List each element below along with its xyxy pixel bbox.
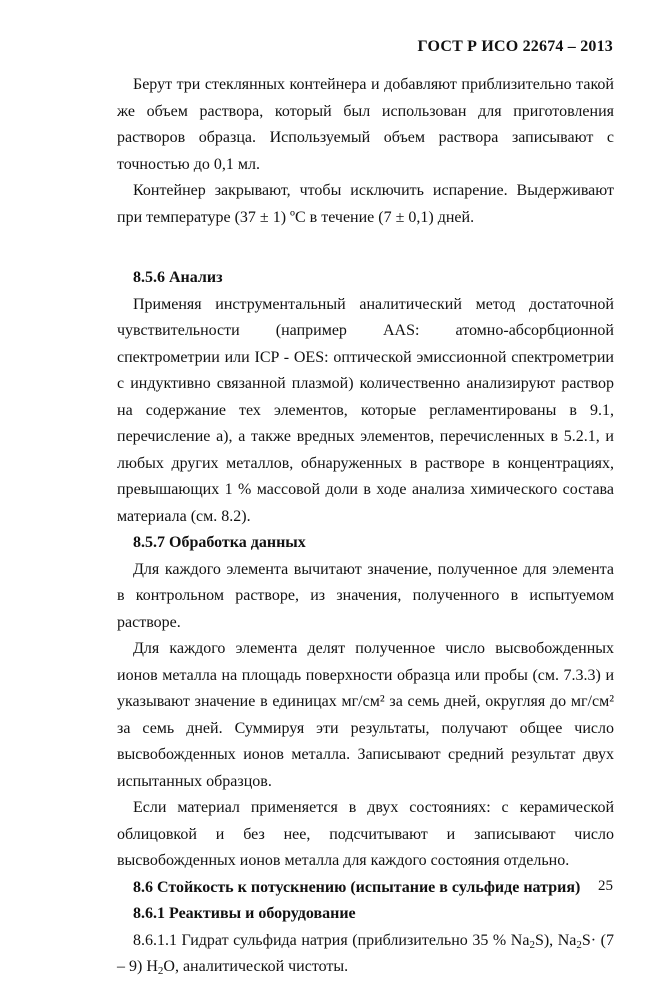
section-heading: 8.5.6 Анализ	[133, 269, 223, 286]
paragraph: Для каждого элемента вычитают значение, полученное для элемента в контрольном растворе, из значения, полученного в испытуемом растворе.	[117, 560, 614, 631]
text-run: 8.6.1.1 Гидрат сульфида натрия (приблизительно 35 % Na	[133, 931, 530, 949]
subscript: 2	[576, 938, 582, 951]
document-header: ГОСТ Р ИСО 22674 – 2013	[417, 38, 613, 55]
section-heading: 8.6 Стойкость к потускнению (испытание в сульфиде натрия)	[133, 878, 581, 896]
section-heading: 8.5.7 Обработка данных	[133, 534, 306, 551]
text-run: S· (7 – 9) H	[117, 931, 614, 975]
subscript: 2	[529, 938, 535, 951]
text-run: O, аналитической чистоты.	[163, 958, 349, 975]
section-heading: 8.6.1 Реактивы и оборудование	[133, 905, 356, 922]
paragraph: Для каждого элемента делят полученное число высвобожденных ионов металла на площадь поверхности образца или пробы (см. 7.3.3) и указывают значение в единицах мг/см² за семь дней, округляя до мг/см² за семь дней. Суммируя эти результаты, получают общее число высвобожденных ионов металла. Записывают средний результат двух испытанных образцов.	[117, 640, 614, 790]
section-gap	[117, 231, 614, 265]
paragraph	[117, 928, 614, 981]
subscript: 2	[157, 965, 164, 977]
paragraph: Контейнер закрывают, чтобы исключить испарение. Выдерживают при температуре (37 ± 1) ºС в течение (7 ± 0,1) дней.	[117, 182, 614, 226]
page-number: 25	[598, 878, 613, 894]
paragraph: Применяя инструментальный аналитический метод достаточной чувствительности (например AAS: атомно-абсорбционной спектрометрии или ICP - OES: оптической эмиссионной спектрометрии с индуктивно связанной плазмой) количественно анализируют раствор на содержание тех элементов, которые регламентированы в 9.1, перечисление а), а также вредных элементов, перечисленных в 5.2.1, и любых других металлов, обнаруженных в растворе в концентрациях, превышающих 1 % массовой доли в ходе анализа химического состава материала (см. 8.2).	[117, 295, 614, 525]
paragraph: Если материал применяется в двух состояниях: с керамической облицовкой и без нее, подсчитывают и записывают число высвобожденных ионов металла для каждого состояния отдельно.	[117, 799, 614, 869]
paragraph: Берут три стеклянных контейнера и добавляют приблизительно такой же объем раствора, который был использован для приготовления растворов образца. Используемый объем раствора записывают с точностью до 0,1 мл.	[117, 76, 614, 173]
text-run: S), Na	[534, 931, 577, 949]
document-body	[117, 72, 614, 981]
